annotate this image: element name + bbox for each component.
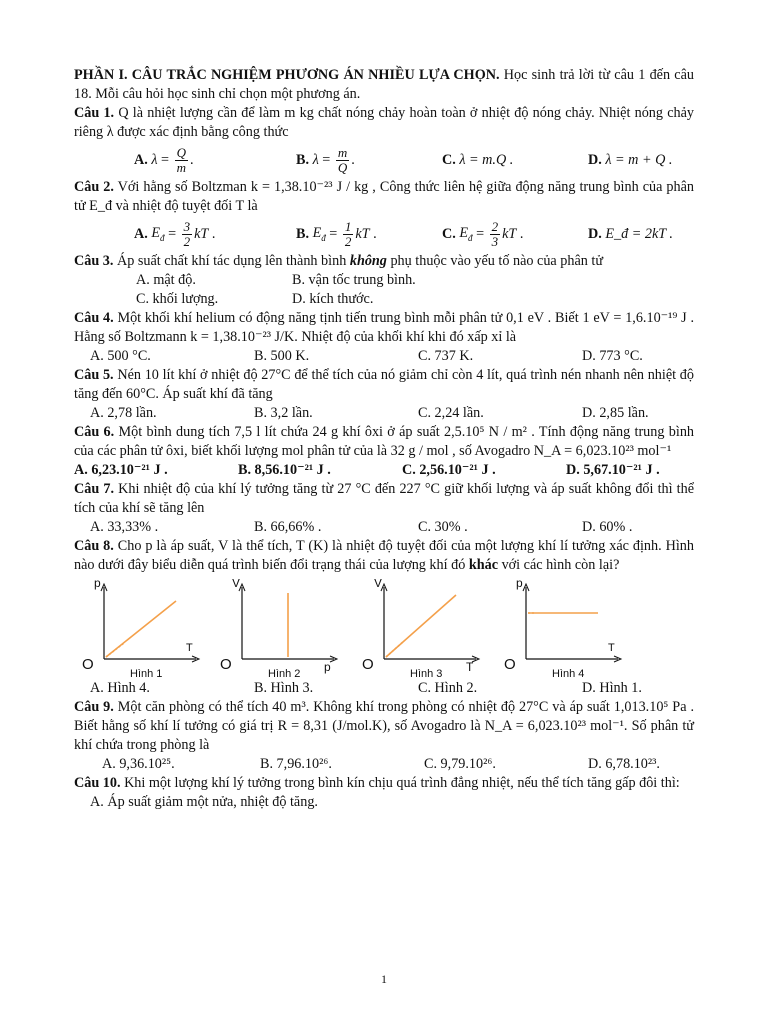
figure-caption: Hình 1 (130, 668, 163, 679)
section-title: PHẦN I. CÂU TRẮC NGHIỆM PHƯƠNG ÁN NHIỀU LỰA CHỌN. (74, 67, 500, 83)
option-a[interactable]: A. 2,78 lần. (90, 405, 157, 421)
option-c[interactable]: C. 737 K. (418, 348, 474, 364)
question-9-options (102, 755, 694, 774)
question-5 (74, 366, 694, 404)
question-text: Với hằng số Boltzman k = 1,38.10⁻²³ J / kg , Công thức liên hệ giữa động năng trung bình của phân tử E_đ và nhiệt độ tuyệt đối T là (74, 179, 694, 214)
option-c[interactable]: C. Hình 2. (418, 680, 478, 696)
question-text: Nén 10 lít khí ở nhiệt độ 27°C để thể tích của nó giảm chỉ còn 4 lít, quá trình nén nhanh nên nhiệt độ tăng đến 60°C. Áp suất khí đã tăng (74, 367, 694, 402)
question-label: Câu 4. (74, 310, 114, 326)
option-b[interactable]: B. Hình 3. (254, 680, 314, 696)
question-text: với các hình còn lại? (498, 557, 620, 573)
option-c[interactable]: C. 2,56.10⁻²¹ J . (402, 462, 496, 478)
question-label: Câu 5. (74, 367, 114, 383)
option-d[interactable] (588, 151, 734, 170)
question-label: Câu 8. (74, 538, 114, 554)
section-header (74, 66, 694, 104)
option-text: C. khối lượng. (136, 291, 219, 307)
option-b[interactable]: B. 8,56.10⁻²¹ J . (238, 462, 331, 478)
question-4-options (90, 347, 694, 366)
option-formula: λ = m.Q . (459, 151, 514, 168)
pv-graphs (74, 579, 694, 679)
question-text: Một khối khí helium có động năng tịnh tiến trung bình mỗi phân tử 0,1 eV . Biết 1 eV = 1,6.10⁻¹⁹ J . Hằng số Boltzmann k = 1,38.10⁻²³ J/K. Nhiệt độ của khối khí khi đó xấp xỉ là (74, 310, 694, 345)
exam-page (74, 66, 694, 812)
option-text: D. kích thước. (292, 291, 374, 307)
option-letter: C. (442, 151, 456, 168)
option-d[interactable]: D. 6,78.10²³. (588, 756, 660, 772)
option-b[interactable]: B. 7,96.10²⁶. (260, 756, 332, 772)
question-text: Một căn phòng có thể tích 40 m³. Không khí trong phòng có nhiệt độ 27°C và áp suất 1,013.10⁵ Pa . Biết hằng số khí lí tưởng có giá trị R = 8,31 (J/mol.K), số Avogadro là N_A = 6,023.10²³ mol⁻¹. Số phân tử khí chứa trong phòng là (74, 699, 694, 753)
question-text: Khi nhiệt độ của khí lý tưởng tăng từ 27 °C đến 227 °C giữ khối lượng và áp suất không đổi thì thể tích của khí sẽ tăng lên (74, 481, 695, 516)
figure-caption: Hình 4 (552, 668, 585, 679)
question-text: Q là nhiệt lượng cần để làm m kg chất nóng chảy hoàn toàn ở nhiệt độ nóng chảy. Nhiệt nóng chảy riêng λ được xác định bằng công thức (74, 105, 694, 140)
section-instruction: Học sinh trả lời từ câu 1 đến câu 18. Mỗi câu hỏi học sinh chỉ chọn một phương án. (74, 67, 694, 102)
option-letter: D. (588, 151, 602, 168)
option-d[interactable]: D. 773 °C. (582, 348, 643, 364)
option-a[interactable]: A. λ = $\frac{Q}{m}$ . (134, 144, 194, 175)
question-text: Áp suất chất khí tác dụng lên thành bình (113, 253, 350, 269)
question-emphasis: khác (468, 557, 499, 573)
question-7-options (90, 518, 694, 537)
option-b[interactable]: B. 500 K. (254, 348, 310, 364)
question-2-options (134, 216, 694, 252)
option-b[interactable] (292, 271, 592, 290)
question-10-option-a[interactable] (90, 793, 694, 812)
option-d[interactable]: D. 2,85 lần. (582, 405, 649, 421)
fraction: $\frac{m}{Q}$ (337, 144, 348, 175)
option-text: A. mật độ. (136, 272, 196, 288)
option-letter: A. (134, 151, 148, 168)
option-b[interactable]: B. λ = $\frac{m}{Q}$ . (296, 144, 355, 175)
option-c[interactable]: C. 30% . (418, 519, 468, 535)
option-letter: B. (296, 151, 310, 168)
option-c[interactable]: C. 2,24 lần. (418, 405, 484, 421)
question-6-options (74, 461, 694, 480)
process-line (386, 595, 456, 657)
question-label: Câu 9. (74, 699, 114, 715)
option-d[interactable]: D. 60% . (582, 519, 633, 535)
origin-label: O (82, 656, 94, 673)
question-8-options (90, 679, 694, 698)
question-label: Câu 10. (74, 775, 121, 791)
option-c[interactable]: C. 9,79.10²⁶. (424, 756, 496, 772)
option-d[interactable]: D. Hình 1. (582, 680, 642, 696)
question-2 (74, 178, 694, 216)
x-axis-label: T (608, 642, 615, 654)
question-10 (74, 774, 694, 793)
question-text: phụ thuộc vào yếu tố nào của phân tử (386, 253, 604, 269)
option-text: B. vận tốc trung bình. (292, 272, 416, 288)
origin-label: O (362, 656, 374, 673)
option-c[interactable]: C. $E_đ$ = $\frac{2}{3}$ kT . (442, 218, 524, 249)
question-label: Câu 2. (74, 179, 114, 195)
question-1-options (134, 142, 694, 178)
figure-caption: Hình 2 (268, 668, 301, 679)
option-a[interactable]: A. 9,36.10²⁵. (102, 756, 175, 772)
option-d[interactable] (588, 225, 734, 244)
question-1 (74, 104, 694, 142)
option-formula: λ = m + Q . (605, 151, 673, 168)
option-formula: E_đ = 2kT . (605, 225, 673, 242)
question-emphasis: không (349, 253, 387, 269)
question-9 (74, 698, 694, 755)
question-4 (74, 309, 694, 347)
question-6 (74, 423, 694, 461)
y-axis-label: p (94, 579, 101, 590)
question-text: Cho p là áp suất, V là thể tích, T (K) là nhiệt độ tuyệt đối của một lượng khí lí tưởng xác định. Hình nào dưới đây biểu diễn quá trình biến đổi trạng thái của lượng khí đó (74, 538, 694, 573)
option-a[interactable] (136, 271, 292, 290)
page-number: 1 (381, 972, 387, 986)
question-label: Câu 6. (74, 424, 115, 440)
question-label: Câu 3. (74, 253, 114, 269)
figure-caption: Hình 3 (410, 668, 443, 679)
option-a[interactable]: A. 33,33% . (90, 519, 159, 535)
y-axis-label: V (232, 579, 241, 590)
question-3-options (136, 271, 694, 309)
option-b[interactable]: B. 3,2 lần. (254, 405, 313, 421)
x-axis-label: p (324, 660, 331, 674)
option-letter: B. (296, 225, 310, 242)
x-axis-label: T (466, 660, 474, 674)
option-a[interactable]: A. 500 °C. (90, 348, 151, 364)
option-c[interactable] (442, 151, 588, 170)
option-letter: D. (588, 225, 602, 242)
origin-label: O (504, 656, 516, 673)
question-label: Câu 1. (74, 105, 115, 121)
question-7 (74, 480, 694, 518)
y-axis-label: p (516, 579, 523, 590)
option-d[interactable] (292, 290, 592, 309)
question-8 (74, 537, 694, 575)
fraction: $\frac{Q}{m}$ (176, 144, 186, 175)
question-5-options (90, 404, 694, 423)
option-a[interactable]: A. Hình 4. (90, 680, 150, 696)
option-text: A. Áp suất giảm một nửa, nhiệt độ tăng. (90, 794, 318, 810)
origin-label: O (220, 656, 232, 673)
question-8-figures (74, 579, 694, 679)
option-letter: C. (442, 225, 456, 242)
y-axis-label: V (374, 579, 383, 590)
option-a[interactable]: A. 6,23.10⁻²¹ J . (74, 462, 168, 478)
option-b[interactable]: B. $E_đ$ = $\frac{1}{2}$ kT . (296, 218, 377, 249)
option-c[interactable] (136, 290, 292, 309)
question-text: Khi một lượng khí lý tưởng trong bình kín chịu quá trình đẳng nhiệt, nếu thể tích tăng gấp đôi thì: (120, 775, 680, 791)
option-letter: A. (134, 225, 148, 242)
question-3 (74, 252, 694, 271)
option-a[interactable]: A. $E_đ$ = $\frac{3}{2}$ kT . (134, 218, 216, 249)
question-label: Câu 7. (74, 481, 114, 497)
option-d[interactable]: D. 5,67.10⁻²¹ J . (566, 462, 660, 478)
question-text: Một bình dung tích 7,5 l lít chứa 24 g khí ôxi ở áp suất 2,5.10⁵ N / m² . Tính động năng trung bình của các phân tử ôxi, biết khối lượng mol phân tử của là 32 g / mol , số Avogadro N_A = 6,023.10²³ mol⁻¹ (74, 424, 695, 459)
x-axis-label: T (186, 642, 193, 654)
option-b[interactable]: B. 66,66% . (254, 519, 322, 535)
